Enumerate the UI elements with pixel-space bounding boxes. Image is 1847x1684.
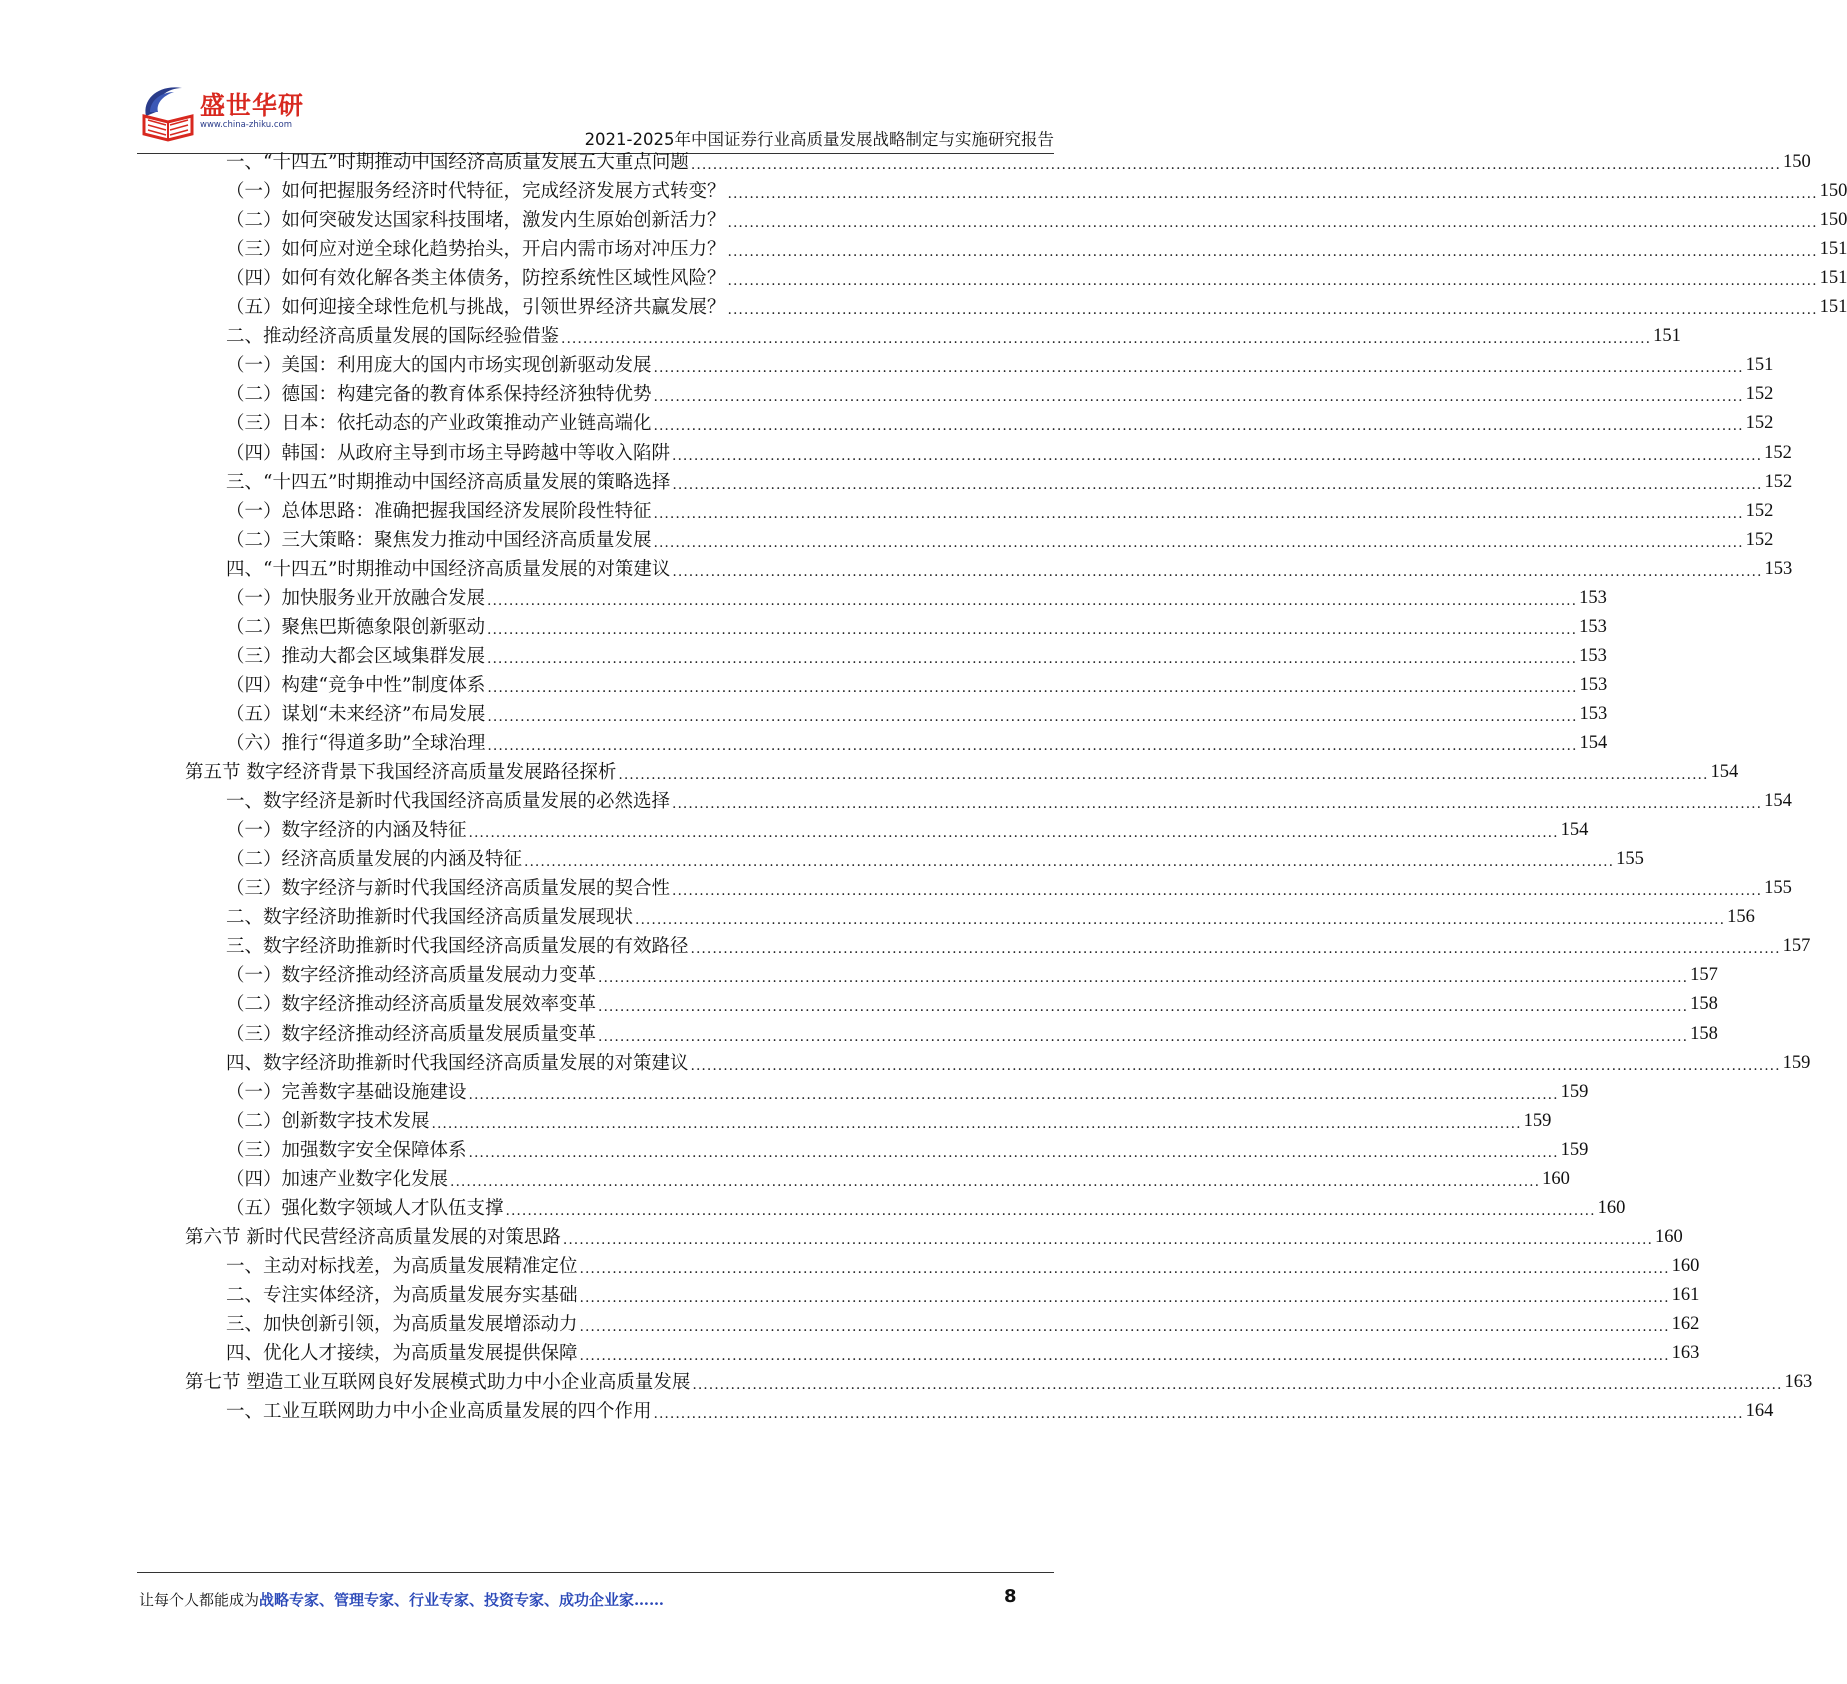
toc-entry[interactable] bbox=[226, 670, 1608, 701]
toc-entry-title: 四、数字经济助推新时代我国经济高质量发展的对策建议 bbox=[226, 1052, 689, 1074]
toc-entry-title: （三）数字经济与新时代我国经济高质量发展的契合性 bbox=[226, 878, 671, 900]
toc-entry[interactable] bbox=[226, 234, 1847, 265]
toc-entry-title: （三）数字经济推动经济高质量发展质量变革 bbox=[226, 1023, 597, 1045]
toc-entry[interactable] bbox=[226, 525, 1774, 556]
toc-entry-title: 第七节 塑造工业互联网良好发展模式助力中小企业高质量发展 bbox=[185, 1372, 691, 1394]
toc-page-number: 153 bbox=[1579, 587, 1607, 608]
toc-entry[interactable] bbox=[226, 641, 1607, 672]
toc-dot-leader: ........................................................................................................................................................................................................ bbox=[727, 215, 1818, 232]
toc-page-number: 154 bbox=[1710, 762, 1739, 783]
toc-page-number: 151 bbox=[1819, 268, 1847, 289]
toc-entry-title: 第五节 数字经济背景下我国经济高质量发展路径探析 bbox=[185, 762, 617, 784]
page-header bbox=[0, 0, 1191, 160]
toc-entry[interactable] bbox=[226, 554, 1793, 585]
toc-page-number: 151 bbox=[1745, 355, 1774, 376]
toc-entry-title: （五）谋划“未来经济”布局发展 bbox=[226, 703, 486, 725]
toc-entry[interactable] bbox=[226, 1106, 1552, 1137]
toc-dot-leader: ........................................................................................................................................................................................................ bbox=[487, 738, 1578, 754]
toc-dot-leader: ........................................................................................................................................................................................................ bbox=[727, 273, 1818, 290]
toc-entry-title: （三）推动大都会区域集群发展 bbox=[226, 645, 486, 667]
toc-entry[interactable] bbox=[226, 379, 1774, 410]
toc-entry-title: 三、加快创新引领，为高质量发展增添动力 bbox=[226, 1314, 578, 1335]
toc-dot-leader: ........................................................................................................................................................................................................ bbox=[672, 476, 1763, 493]
toc-entry[interactable] bbox=[226, 438, 1792, 469]
toc-entry[interactable] bbox=[226, 612, 1607, 643]
toc-dot-leader: ........................................................................................................................................................................................................ bbox=[653, 1406, 1744, 1423]
toc-entry-title: （二）如何突破发达国家科技围堵，激发内生原始创新活力？ bbox=[226, 210, 726, 232]
report-title: 2021-2025年中国证券行业高质量发展战略制定与实施研究报告 bbox=[584, 130, 1054, 149]
toc-dot-leader: ........................................................................................................................................................................................................ bbox=[690, 157, 1781, 173]
toc-section-entry[interactable] bbox=[185, 1367, 1813, 1398]
toc-dot-leader: ........................................................................................................................................................................................................ bbox=[579, 1348, 1670, 1365]
toc-dot-leader: ........................................................................................................................................................................................................ bbox=[561, 331, 1652, 348]
toc-page-number: 162 bbox=[1671, 1314, 1700, 1334]
toc-dot-leader: ........................................................................................................................................................................................................ bbox=[468, 1144, 1559, 1161]
toc-entry[interactable] bbox=[226, 1048, 1811, 1079]
toc-page-number: 152 bbox=[1764, 471, 1793, 492]
toc-section-entry[interactable] bbox=[185, 757, 1739, 788]
toc-entry[interactable] bbox=[226, 263, 1847, 294]
toc-entry[interactable] bbox=[226, 350, 1774, 381]
toc-dot-leader: ........................................................................................................................................................................................................ bbox=[598, 999, 1689, 1016]
toc-page-number: 151 bbox=[1819, 239, 1847, 260]
toc-page-number: 151 bbox=[1653, 326, 1681, 347]
toc-dot-leader: ........................................................................................................................................................................................................ bbox=[579, 1260, 1670, 1277]
page-number: 8 bbox=[1004, 1586, 1017, 1607]
toc-entry-title: （一）美国：利用庞大的国内市场实现创新驱动发展 bbox=[226, 355, 652, 377]
toc-section-entry[interactable] bbox=[185, 1222, 1683, 1253]
toc-entry-title: （一）总体思路：准确把握我国经济发展阶段性特征 bbox=[226, 500, 652, 522]
toc-entry-title: （一）加快服务业开放融合发展 bbox=[226, 587, 486, 609]
toc-entry-title: （一）数字经济推动经济高质量发展动力变革 bbox=[226, 965, 597, 987]
toc-page-number: 153 bbox=[1579, 674, 1608, 695]
toc-entry[interactable] bbox=[226, 931, 1811, 962]
toc-entry[interactable] bbox=[226, 1251, 1700, 1282]
toc-page-number: 160 bbox=[1671, 1255, 1700, 1276]
toc-entry-title: 四、“十四五”时期推动中国经济高质量发展的对策建议 bbox=[226, 558, 671, 580]
toc-dot-leader: ........................................................................................................................................................................................................ bbox=[672, 796, 1763, 813]
toc-page-number: 159 bbox=[1782, 1052, 1811, 1073]
toc-entry-title: （二）德国：构建完备的教育体系保持经济独特优势 bbox=[226, 384, 652, 406]
toc-entry-title: （四）如何有效化解各类主体债务，防控系统性区域性风险？ bbox=[226, 268, 726, 290]
logo-url: www.china-zhiku.com bbox=[200, 120, 292, 130]
toc-dot-leader: ........................................................................................................................................................................................................ bbox=[431, 1115, 1522, 1132]
toc-page-number: 152 bbox=[1745, 500, 1774, 521]
toc-dot-leader: ........................................................................................................................................................................................................ bbox=[562, 1231, 1653, 1248]
toc-dot-leader: ........................................................................................................................................................................................................ bbox=[579, 1319, 1670, 1335]
logo-emblem-icon bbox=[138, 82, 202, 142]
toc-page-number: 160 bbox=[1542, 1168, 1570, 1189]
toc-entry[interactable] bbox=[226, 1309, 1700, 1340]
toc-entry-title: （四）加速产业数字化发展 bbox=[226, 1168, 449, 1190]
toc-page-number: 154 bbox=[1579, 733, 1608, 753]
toc-dot-leader: ........................................................................................................................................................................................................ bbox=[635, 912, 1726, 929]
toc-entry-title: （三）加强数字安全保障体系 bbox=[226, 1139, 467, 1161]
logo-name: 盛世华研 bbox=[200, 91, 305, 120]
toc-entry[interactable] bbox=[226, 321, 1681, 352]
toc-entry[interactable] bbox=[226, 496, 1774, 527]
toc-dot-leader: ........................................................................................................................................................................................................ bbox=[727, 186, 1818, 203]
toc-entry-title: 二、数字经济助推新时代我国经济高质量发展现状 bbox=[226, 907, 634, 929]
toc-page-number: 152 bbox=[1764, 442, 1792, 463]
toc-entry-title: （四）韩国：从政府主导到市场主导跨越中等收入陷阱 bbox=[226, 442, 671, 464]
toc-dot-leader: ........................................................................................................................................................................................................ bbox=[653, 389, 1744, 406]
toc-page-number: 153 bbox=[1579, 703, 1608, 724]
toc-entry[interactable] bbox=[226, 699, 1608, 730]
toc-dot-leader: ........................................................................................................................................................................................................ bbox=[672, 447, 1763, 464]
toc-page-number: 150 bbox=[1819, 210, 1847, 231]
company-logo bbox=[138, 82, 308, 148]
toc-page-number: 160 bbox=[1597, 1197, 1626, 1218]
toc-entry[interactable] bbox=[226, 960, 1718, 991]
toc-dot-leader: ........................................................................................................................................................................................................ bbox=[727, 302, 1818, 319]
toc-page-number: 151 bbox=[1819, 297, 1847, 318]
toc-page-number: 159 bbox=[1560, 1081, 1589, 1102]
toc-entry[interactable] bbox=[226, 844, 1644, 875]
toc-entry-title: 三、“十四五”时期推动中国经济高质量发展的策略选择 bbox=[226, 471, 671, 493]
toc-entry[interactable] bbox=[226, 205, 1847, 236]
toc-entry-title: 一、工业互联网助力中小企业高质量发展的四个作用 bbox=[226, 1401, 652, 1423]
slogan-highlight: 战略专家、管理专家、行业专家、投资专家、成功企业家…… bbox=[259, 1591, 665, 1609]
toc-dot-leader: ........................................................................................................................................................................................................ bbox=[487, 708, 1578, 725]
toc-entry[interactable] bbox=[226, 815, 1589, 846]
toc-page-number: 155 bbox=[1616, 849, 1644, 870]
toc-page-number: 156 bbox=[1727, 907, 1755, 928]
toc-page-number: 152 bbox=[1745, 413, 1774, 434]
toc-dot-leader: ........................................................................................................................................................................................................ bbox=[618, 767, 1709, 784]
toc-dot-leader: ........................................................................................................................................................................................................ bbox=[672, 883, 1763, 900]
toc-entry-title: （一）数字经济的内涵及特征 bbox=[226, 820, 467, 842]
toc-page-number: 157 bbox=[1782, 936, 1811, 957]
slogan-prefix: 让每个人都能成为 bbox=[139, 1591, 260, 1609]
toc-page-number: 157 bbox=[1690, 965, 1718, 986]
toc-page-number: 161 bbox=[1671, 1284, 1700, 1305]
toc-entry-title: （二）数字经济推动经济高质量发展效率变革 bbox=[226, 994, 597, 1016]
toc-entry[interactable] bbox=[226, 1396, 1774, 1427]
toc-dot-leader: ........................................................................................................................................................................................................ bbox=[727, 244, 1818, 261]
toc-entry-title: 一、主动对标找差，为高质量发展精准定位 bbox=[226, 1255, 578, 1277]
toc-dot-leader: ........................................................................................................................................................................................................ bbox=[579, 1289, 1670, 1306]
toc-dot-leader: ........................................................................................................................................................................................................ bbox=[692, 1377, 1783, 1394]
toc-dot-leader: ........................................................................................................................................................................................................ bbox=[653, 505, 1744, 522]
toc-entry-title: 二、推动经济高质量发展的国际经验借鉴 bbox=[226, 326, 560, 348]
toc-entry-title: 二、专注实体经济，为高质量发展夯实基础 bbox=[226, 1284, 578, 1306]
toc-dot-leader: ........................................................................................................................................................................................................ bbox=[468, 825, 1559, 842]
toc-entry-title: （五）强化数字领域人才队伍支撑 bbox=[226, 1197, 504, 1219]
toc-entry-title: 第六节 新时代民营经济高质量发展的对策思路 bbox=[185, 1226, 561, 1248]
toc-entry[interactable] bbox=[226, 1280, 1700, 1311]
footer-divider bbox=[137, 1572, 1054, 1573]
toc-dot-leader: ........................................................................................................................................................................................................ bbox=[487, 621, 1578, 638]
toc-dot-leader: ........................................................................................................................................................................................................ bbox=[653, 534, 1744, 551]
toc-entry-title: （二）聚焦巴斯德象限创新驱动 bbox=[226, 616, 486, 638]
toc-page-number: 159 bbox=[1560, 1139, 1589, 1160]
toc-entry[interactable] bbox=[226, 873, 1792, 904]
toc-dot-leader: ........................................................................................................................................................................................................ bbox=[468, 1086, 1559, 1103]
toc-entry-title: （二）三大策略：聚焦发力推动中国经济高质量发展 bbox=[226, 529, 652, 551]
toc-entry[interactable] bbox=[226, 292, 1847, 323]
toc-entry[interactable] bbox=[226, 989, 1718, 1020]
toc-entry-title: 一、“十四五”时期推动中国经济高质量发展五大重点问题 bbox=[226, 152, 689, 173]
toc-dot-leader: ........................................................................................................................................................................................................ bbox=[653, 418, 1744, 435]
toc-dot-leader: ........................................................................................................................................................................................................ bbox=[524, 854, 1615, 871]
toc-dot-leader: ........................................................................................................................................................................................................ bbox=[598, 1028, 1689, 1045]
toc-entry-title: 一、数字经济是新时代我国经济高质量发展的必然选择 bbox=[226, 791, 671, 813]
toc-dot-leader: ........................................................................................................................................................................................................ bbox=[487, 650, 1578, 667]
toc-entry-title: （三）日本：依托动态的产业政策推动产业链高端化 bbox=[226, 413, 652, 435]
toc-entry[interactable] bbox=[226, 583, 1607, 614]
toc-page-number: 160 bbox=[1654, 1226, 1683, 1247]
toc-page-number: 154 bbox=[1764, 791, 1792, 812]
toc-dot-leader: ........................................................................................................................................................................................................ bbox=[672, 563, 1763, 580]
toc-dot-leader: ........................................................................................................................................................................................................ bbox=[690, 941, 1781, 958]
toc-page-number: 163 bbox=[1784, 1372, 1813, 1393]
toc-entry-title: （一）如何把握服务经济时代特征，完成经济发展方式转变？ bbox=[226, 181, 726, 203]
toc-entry-title: （三）如何应对逆全球化趋势抬头，开启内需市场对冲压力？ bbox=[226, 239, 726, 261]
toc-dot-leader: ........................................................................................................................................................................................................ bbox=[450, 1173, 1541, 1190]
toc-page-number: 163 bbox=[1671, 1343, 1700, 1364]
toc-entry-title: 三、数字经济助推新时代我国经济高质量发展的有效路径 bbox=[226, 936, 689, 958]
toc-dot-leader: ........................................................................................................................................................................................................ bbox=[487, 592, 1578, 609]
toc-entry-title: （四）构建“竞争中性”制度体系 bbox=[226, 674, 486, 696]
toc-dot-leader: ........................................................................................................................................................................................................ bbox=[487, 679, 1578, 696]
toc-dot-leader: ........................................................................................................................................................................................................ bbox=[598, 970, 1689, 987]
toc-entry[interactable] bbox=[226, 408, 1774, 439]
toc-page-number: 153 bbox=[1579, 616, 1607, 637]
toc-entry[interactable] bbox=[226, 1338, 1700, 1369]
toc-entry-title: （六）推行“得道多助”全球治理 bbox=[226, 733, 486, 754]
toc-page-number: 153 bbox=[1579, 645, 1607, 666]
toc-page-number: 154 bbox=[1560, 820, 1589, 841]
toc-entry-title: （二）经济高质量发展的内涵及特征 bbox=[226, 849, 523, 871]
toc-page-number: 153 bbox=[1764, 558, 1793, 579]
toc-page-number: 159 bbox=[1523, 1110, 1552, 1131]
footer-slogan bbox=[139, 1589, 664, 1610]
toc-entry[interactable] bbox=[226, 902, 1755, 933]
toc-entry[interactable] bbox=[226, 1135, 1589, 1166]
toc-entry[interactable] bbox=[226, 728, 1608, 759]
toc-page-number: 158 bbox=[1690, 994, 1718, 1015]
toc-entry-title: （一）完善数字基础设施建设 bbox=[226, 1081, 467, 1103]
toc-dot-leader: ........................................................................................................................................................................................................ bbox=[505, 1202, 1596, 1219]
toc-entry[interactable] bbox=[226, 1077, 1589, 1108]
toc-dot-leader: ........................................................................................................................................................................................................ bbox=[653, 360, 1744, 377]
toc-entry[interactable] bbox=[226, 1164, 1570, 1195]
toc-page-number: 150 bbox=[1782, 152, 1811, 172]
toc-page-number: 152 bbox=[1745, 529, 1774, 550]
toc-entry[interactable] bbox=[226, 1193, 1626, 1224]
toc-entry[interactable] bbox=[226, 786, 1792, 817]
toc-entry[interactable] bbox=[226, 467, 1793, 498]
toc-entry[interactable] bbox=[226, 1019, 1718, 1050]
toc-entry[interactable] bbox=[226, 147, 1811, 178]
toc-page-number: 150 bbox=[1819, 181, 1847, 202]
toc-dot-leader: ........................................................................................................................................................................................................ bbox=[690, 1057, 1781, 1074]
toc-entry-title: （五）如何迎接全球性危机与挑战，引领世界经济共赢发展？ bbox=[226, 297, 726, 319]
toc-page-number: 155 bbox=[1764, 878, 1792, 899]
toc-page-number: 152 bbox=[1745, 384, 1774, 405]
toc-entry-title: （二）创新数字技术发展 bbox=[226, 1110, 430, 1132]
toc-page-number: 164 bbox=[1745, 1401, 1774, 1422]
toc-entry[interactable] bbox=[226, 176, 1847, 207]
toc-entry-title: 四、优化人才接续，为高质量发展提供保障 bbox=[226, 1343, 578, 1365]
toc-page-number: 158 bbox=[1690, 1023, 1718, 1044]
